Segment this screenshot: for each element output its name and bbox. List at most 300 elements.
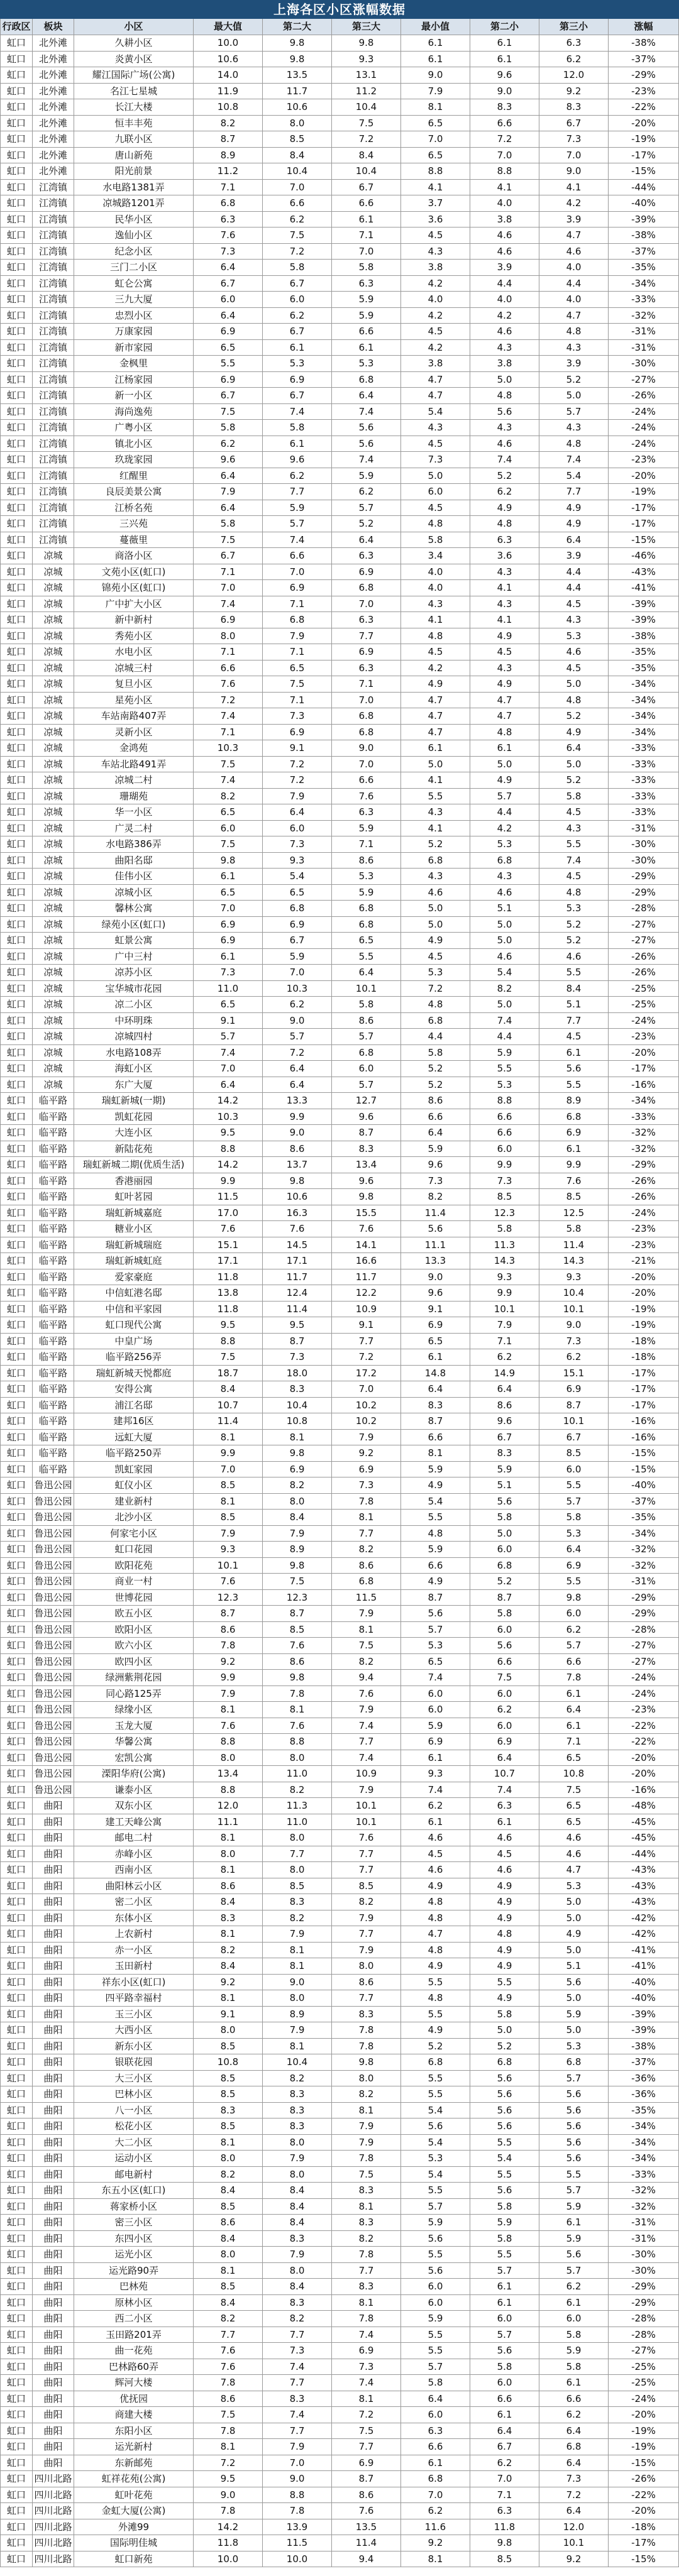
cell-min: 5.6 (401, 2118, 470, 2135)
cell-second-min: 5.8 (470, 2007, 539, 2023)
cell-second-min: 4.5 (470, 1846, 539, 1863)
cell-second-max: 7.3 (263, 836, 332, 853)
cell-max: 6.9 (194, 612, 263, 628)
cell-third-max: 9.6 (332, 1173, 401, 1190)
cell-second-max: 9.8 (263, 1173, 332, 1190)
cell-third-min: 4.7 (539, 308, 609, 324)
cell-second-max: 5.8 (263, 420, 332, 436)
table-row (0, 1109, 679, 1126)
cell-second-min: 4.3 (470, 340, 539, 356)
cell-district: 虹口 (0, 1526, 33, 1542)
cell-third-max: 7.7 (332, 628, 401, 645)
cell-change: -39% (609, 596, 679, 613)
cell-change: -31% (609, 1574, 679, 1590)
table-row (0, 1910, 679, 1927)
cell-district: 虹口 (0, 981, 33, 997)
cell-min: 4.9 (401, 1574, 470, 1590)
cell-third-min: 5.2 (539, 933, 609, 949)
cell-third-max: 5.3 (332, 869, 401, 885)
table-row (0, 1702, 679, 1718)
cell-third-max: 6.9 (332, 644, 401, 660)
cell-min: 8.1 (401, 99, 470, 116)
cell-third-max: 8.2 (332, 2231, 401, 2247)
table-row (0, 420, 679, 436)
cell-second-max: 9.0 (263, 1013, 332, 1029)
cell-min: 4.8 (401, 628, 470, 645)
cell-max: 9.5 (194, 1317, 263, 1334)
table-row (0, 227, 679, 244)
cell-community: 镇北小区 (74, 436, 194, 452)
cell-max: 10.8 (194, 99, 263, 116)
cell-sector: 凉城 (33, 740, 74, 757)
cell-second-max: 7.4 (263, 404, 332, 420)
cell-third-max: 6.1 (332, 340, 401, 356)
cell-sector: 凉城 (33, 644, 74, 660)
cell-max: 10.8 (194, 2054, 263, 2071)
cell-change: -25% (609, 997, 679, 1013)
cell-second-max: 7.5 (263, 227, 332, 244)
cell-max: 6.4 (194, 260, 263, 276)
cell-min: 4.6 (401, 1830, 470, 1846)
cell-sector: 凉城 (33, 676, 74, 693)
cell-second-max: 6.2 (263, 212, 332, 228)
cell-third-min: 4.4 (539, 276, 609, 292)
cell-second-min: 3.9 (470, 260, 539, 276)
table-row (0, 885, 679, 901)
cell-min: 3.8 (401, 356, 470, 372)
cell-sector: 凉城 (33, 596, 74, 613)
cell-second-min: 4.9 (470, 628, 539, 645)
cell-second-max: 8.0 (263, 2167, 332, 2183)
cell-max: 9.2 (194, 1975, 263, 1991)
cell-sector: 临平路 (33, 1237, 74, 1254)
cell-min: 4.8 (401, 516, 470, 532)
cell-sector: 曲阳 (33, 1878, 74, 1895)
cell-community: 临平路250弄 (74, 1445, 194, 1462)
cell-change: -30% (609, 2263, 679, 2279)
cell-community: 虹仑公寓 (74, 276, 194, 292)
cell-sector: 曲阳 (33, 1926, 74, 1943)
cell-district: 虹口 (0, 2054, 33, 2071)
cell-second-min: 5.6 (470, 1638, 539, 1654)
table-row (0, 212, 679, 228)
cell-third-max: 6.3 (332, 804, 401, 821)
cell-change: -29% (609, 1157, 679, 1173)
cell-sector: 临平路 (33, 1173, 74, 1190)
cell-second-min: 6.6 (470, 1654, 539, 1670)
table-row (0, 644, 679, 660)
cell-third-max: 11.2 (332, 84, 401, 100)
cell-max: 8.5 (194, 2279, 263, 2295)
cell-change: -16% (609, 1077, 679, 1093)
cell-district: 虹口 (0, 292, 33, 308)
cell-sector: 凉城 (33, 869, 74, 885)
cell-second-min: 5.2 (470, 468, 539, 485)
cell-community: 耀江国际广场(公寓) (74, 67, 194, 84)
cell-max: 7.0 (194, 580, 263, 596)
cell-sector: 凉城 (33, 1029, 74, 1045)
table-row (0, 1285, 679, 1302)
cell-second-max: 8.4 (263, 148, 332, 164)
cell-second-max: 8.7 (263, 1334, 332, 1350)
cell-second-min: 4.1 (470, 580, 539, 596)
cell-district: 虹口 (0, 644, 33, 660)
cell-third-max: 5.9 (332, 308, 401, 324)
cell-change: -40% (609, 1477, 679, 1494)
cell-second-max: 6.9 (263, 372, 332, 388)
cell-second-min: 6.1 (470, 1814, 539, 1831)
cell-third-min: 5.0 (539, 2022, 609, 2039)
cell-min: 5.4 (401, 2135, 470, 2151)
cell-sector: 曲阳 (33, 2439, 74, 2455)
cell-max: 11.8 (194, 1302, 263, 1318)
cell-community: 四平路幸福村 (74, 1990, 194, 2007)
cell-third-min: 5.0 (539, 1943, 609, 1959)
cell-second-max: 7.3 (263, 2343, 332, 2359)
cell-second-min: 4.9 (470, 1878, 539, 1895)
cell-community: 阳光前景 (74, 163, 194, 180)
cell-district: 虹口 (0, 1510, 33, 1526)
cell-district: 虹口 (0, 227, 33, 244)
cell-change: -31% (609, 2215, 679, 2231)
cell-second-max: 7.1 (263, 693, 332, 709)
cell-min: 5.3 (401, 1638, 470, 1654)
table-row (0, 244, 679, 260)
cell-min: 6.8 (401, 1013, 470, 1029)
cell-community: 虹口花园 (74, 1542, 194, 1558)
cell-third-min: 4.6 (539, 1830, 609, 1846)
cell-max: 11.1 (194, 1814, 263, 1831)
cell-district: 虹口 (0, 1317, 33, 1334)
table-row (0, 1638, 679, 1654)
table-row (0, 1398, 679, 1414)
cell-min: 5.8 (401, 2375, 470, 2391)
cell-sector: 鲁迅公园 (33, 1477, 74, 1494)
cell-third-min: 6.6 (539, 2391, 609, 2408)
cell-third-min: 9.9 (539, 1157, 609, 1173)
cell-second-min: 5.5 (470, 2135, 539, 2151)
cell-third-min: 4.7 (539, 1862, 609, 1878)
cell-second-min: 4.3 (470, 564, 539, 581)
cell-min: 11.4 (401, 1205, 470, 1222)
cell-district: 虹口 (0, 2151, 33, 2167)
cell-change: -33% (609, 757, 679, 773)
cell-second-min: 5.8 (470, 1606, 539, 1622)
cell-second-min: 6.2 (470, 484, 539, 500)
cell-community: 瑞虹新城虹庭 (74, 1253, 194, 1269)
cell-third-min: 5.6 (539, 1061, 609, 1077)
cell-second-min: 7.5 (470, 1670, 539, 1686)
cell-second-max: 8.0 (263, 1990, 332, 2007)
cell-sector: 临平路 (33, 1109, 74, 1126)
cell-community: 虹景公寓 (74, 933, 194, 949)
cell-second-max: 7.3 (263, 1349, 332, 1366)
cell-max: 8.0 (194, 2151, 263, 2167)
cell-max: 8.0 (194, 1846, 263, 1863)
cell-community: 虹叶花苑 (74, 2487, 194, 2504)
cell-district: 虹口 (0, 1734, 33, 1750)
cell-max: 7.6 (194, 1718, 263, 1735)
table-row (0, 1975, 679, 1991)
cell-second-min: 3.8 (470, 356, 539, 372)
cell-community: 远虹大厦 (74, 1430, 194, 1446)
cell-max: 8.6 (194, 2391, 263, 2408)
cell-third-max: 10.9 (332, 1302, 401, 1318)
cell-sector: 鲁迅公园 (33, 1766, 74, 1782)
cell-change: -33% (609, 740, 679, 757)
cell-community: 东五小区(虹口) (74, 2183, 194, 2199)
cell-change: -16% (609, 1782, 679, 1799)
cell-third-min: 12.0 (539, 2519, 609, 2536)
cell-max: 7.0 (194, 1061, 263, 1077)
table-row (0, 1349, 679, 1366)
cell-third-max: 10.9 (332, 1766, 401, 1782)
cell-third-max: 6.3 (332, 276, 401, 292)
table-row (0, 2503, 679, 2519)
cell-second-max: 10.8 (263, 1413, 332, 1430)
cell-max: 9.6 (194, 452, 263, 468)
cell-max: 18.7 (194, 1366, 263, 1382)
cell-district: 虹口 (0, 2086, 33, 2103)
table-row (0, 1510, 679, 1526)
cell-min: 4.8 (401, 997, 470, 1013)
cell-max: 5.7 (194, 1029, 263, 1045)
cell-community: 金枫里 (74, 356, 194, 372)
cell-min: 4.5 (401, 227, 470, 244)
table-row (0, 2151, 679, 2167)
cell-sector: 凉城 (33, 804, 74, 821)
cell-third-min: 6.2 (539, 1622, 609, 1638)
cell-third-min: 4.8 (539, 324, 609, 340)
cell-change: -28% (609, 901, 679, 917)
cell-second-min: 8.3 (470, 1445, 539, 1462)
cell-district: 虹口 (0, 1462, 33, 1478)
cell-third-min: 11.4 (539, 1237, 609, 1254)
cell-change: -34% (609, 2118, 679, 2135)
table-row (0, 1013, 679, 1029)
cell-max: 9.1 (194, 2007, 263, 2023)
cell-district: 虹口 (0, 1093, 33, 1109)
cell-community: 新陆花苑 (74, 1141, 194, 1158)
cell-third-min: 6.0 (539, 2311, 609, 2327)
cell-min: 4.7 (401, 708, 470, 725)
cell-sector: 鲁迅公园 (33, 1734, 74, 1750)
cell-community: 东阳小区 (74, 2423, 194, 2440)
cell-min: 4.8 (401, 1894, 470, 1910)
cell-sector: 鲁迅公园 (33, 1574, 74, 1590)
cell-third-max: 6.3 (332, 548, 401, 564)
cell-second-min: 9.8 (470, 2535, 539, 2551)
cell-second-max: 8.6 (263, 1141, 332, 1158)
cell-min: 5.2 (401, 2039, 470, 2055)
cell-community: 北沙小区 (74, 1510, 194, 1526)
cell-second-min: 4.1 (470, 612, 539, 628)
cell-second-min: 4.9 (470, 1990, 539, 2007)
cell-district: 虹口 (0, 1894, 33, 1910)
cell-third-max: 8.6 (332, 1975, 401, 1991)
cell-change: -34% (609, 693, 679, 709)
cell-second-min: 9.9 (470, 1285, 539, 1302)
cell-third-max: 8.6 (332, 1013, 401, 1029)
cell-district: 虹口 (0, 2231, 33, 2247)
cell-min: 5.5 (401, 1510, 470, 1526)
cell-sector: 临平路 (33, 1093, 74, 1109)
cell-sector: 四川北路 (33, 2471, 74, 2487)
cell-third-min: 3.9 (539, 212, 609, 228)
cell-max: 7.6 (194, 676, 263, 693)
cell-sector: 曲阳 (33, 1990, 74, 2007)
cell-community: 新中新村 (74, 612, 194, 628)
cell-max: 7.2 (194, 2455, 263, 2472)
cell-district: 虹口 (0, 1013, 33, 1029)
cell-district: 虹口 (0, 1686, 33, 1702)
cell-district: 虹口 (0, 612, 33, 628)
cell-sector: 鲁迅公园 (33, 1622, 74, 1638)
cell-community: 新一小区 (74, 388, 194, 404)
cell-sector: 曲阳 (33, 2359, 74, 2376)
cell-min: 5.4 (401, 404, 470, 420)
cell-max: 8.0 (194, 628, 263, 645)
table-row (0, 1061, 679, 1077)
cell-change: -31% (609, 2231, 679, 2247)
cell-second-min: 6.9 (470, 1734, 539, 1750)
cell-min: 8.7 (401, 1413, 470, 1430)
cell-change: -26% (609, 388, 679, 404)
table-body (0, 35, 679, 2567)
cell-second-max: 8.3 (263, 2231, 332, 2247)
cell-third-max: 7.7 (332, 1334, 401, 1350)
cell-third-min: 4.5 (539, 869, 609, 885)
cell-third-max: 7.0 (332, 244, 401, 260)
table-row (0, 580, 679, 596)
cell-second-max: 8.6 (263, 1654, 332, 1670)
cell-community: 优抚园 (74, 2391, 194, 2408)
cell-third-max: 5.8 (332, 997, 401, 1013)
cell-second-min: 5.3 (470, 1077, 539, 1093)
cell-third-max: 9.8 (332, 2054, 401, 2071)
cell-min: 8.2 (401, 1189, 470, 1205)
cell-district: 虹口 (0, 99, 33, 116)
cell-second-min: 14.9 (470, 1366, 539, 1382)
cell-community: 久耕小区 (74, 35, 194, 52)
cell-change: -17% (609, 1061, 679, 1077)
cell-second-min: 4.4 (470, 1029, 539, 1045)
cell-sector: 曲阳 (33, 1846, 74, 1863)
cell-community: 西二小区 (74, 2311, 194, 2327)
cell-third-max: 8.3 (332, 2215, 401, 2231)
cell-second-min: 6.1 (470, 52, 539, 68)
cell-district: 虹口 (0, 2487, 33, 2504)
cell-max: 8.1 (194, 1862, 263, 1878)
cell-min: 8.1 (401, 1445, 470, 1462)
table-row (0, 2551, 679, 2568)
table-row (0, 853, 679, 869)
cell-district: 虹口 (0, 2375, 33, 2391)
cell-change: -15% (609, 163, 679, 180)
cell-min: 3.6 (401, 212, 470, 228)
table-row (0, 693, 679, 709)
cell-min: 5.0 (401, 757, 470, 773)
cell-district: 虹口 (0, 901, 33, 917)
table-row (0, 2247, 679, 2263)
cell-second-min: 5.6 (470, 2183, 539, 2199)
cell-sector: 曲阳 (33, 2327, 74, 2343)
cell-second-min: 7.9 (470, 1317, 539, 1334)
cell-third-max: 5.7 (332, 1029, 401, 1045)
cell-district: 虹口 (0, 869, 33, 885)
cell-second-max: 7.6 (263, 1221, 332, 1237)
cell-change: -35% (609, 660, 679, 677)
cell-sector: 江湾镇 (33, 276, 74, 292)
cell-community: 松花小区 (74, 2118, 194, 2135)
cell-third-min: 6.2 (539, 52, 609, 68)
cell-change: -19% (609, 1302, 679, 1318)
table-row (0, 933, 679, 949)
cell-community: 商建大楼 (74, 2407, 194, 2423)
table-row (0, 676, 679, 693)
cell-second-max: 6.1 (263, 340, 332, 356)
cell-second-max: 9.0 (263, 1125, 332, 1141)
cell-second-min: 4.6 (470, 227, 539, 244)
cell-third-min: 5.7 (539, 2263, 609, 2279)
cell-second-min: 4.6 (470, 949, 539, 965)
cell-third-min: 6.5 (539, 1814, 609, 1831)
cell-third-max: 5.9 (332, 821, 401, 837)
cell-second-max: 6.2 (263, 997, 332, 1013)
cell-second-max: 5.7 (263, 516, 332, 532)
cell-max: 6.1 (194, 949, 263, 965)
table-row (0, 2135, 679, 2151)
cell-community: 建工天峰公寓 (74, 1814, 194, 1831)
cell-district: 虹口 (0, 740, 33, 757)
cell-second-max: 8.5 (263, 1622, 332, 1638)
cell-sector: 曲阳 (33, 1943, 74, 1959)
cell-third-max: 7.2 (332, 2407, 401, 2423)
cell-district: 虹口 (0, 596, 33, 613)
cell-second-min: 6.0 (470, 1718, 539, 1735)
cell-district: 虹口 (0, 244, 33, 260)
cell-sector: 鲁迅公园 (33, 1782, 74, 1799)
cell-third-max: 7.4 (332, 1718, 401, 1735)
cell-second-max: 9.8 (263, 1445, 332, 1462)
cell-second-max: 8.5 (263, 1878, 332, 1895)
cell-district: 虹口 (0, 1943, 33, 1959)
cell-max: 8.1 (194, 1430, 263, 1446)
table-row (0, 2311, 679, 2327)
cell-district: 虹口 (0, 2327, 33, 2343)
cell-change: -15% (609, 2551, 679, 2568)
cell-third-min: 7.7 (539, 484, 609, 500)
cell-third-max: 6.9 (332, 1462, 401, 1478)
cell-second-max: 8.2 (263, 2071, 332, 2087)
cell-second-max: 10.4 (263, 163, 332, 180)
cell-third-max: 8.1 (332, 1622, 401, 1638)
cell-min: 4.9 (401, 1878, 470, 1895)
cell-third-max: 6.4 (332, 532, 401, 549)
cell-third-min: 10.1 (539, 1413, 609, 1430)
cell-second-min: 8.8 (470, 1093, 539, 1109)
cell-third-max: 8.2 (332, 1894, 401, 1910)
cell-third-max: 7.9 (332, 1910, 401, 1927)
cell-min: 11.6 (401, 2519, 470, 2536)
cell-sector: 凉城 (33, 821, 74, 837)
cell-third-min: 6.1 (539, 1718, 609, 1735)
table-row (0, 757, 679, 773)
cell-second-min: 6.0 (470, 1622, 539, 1638)
cell-max: 6.2 (194, 436, 263, 452)
cell-district: 虹口 (0, 1574, 33, 1590)
table-row (0, 1141, 679, 1158)
